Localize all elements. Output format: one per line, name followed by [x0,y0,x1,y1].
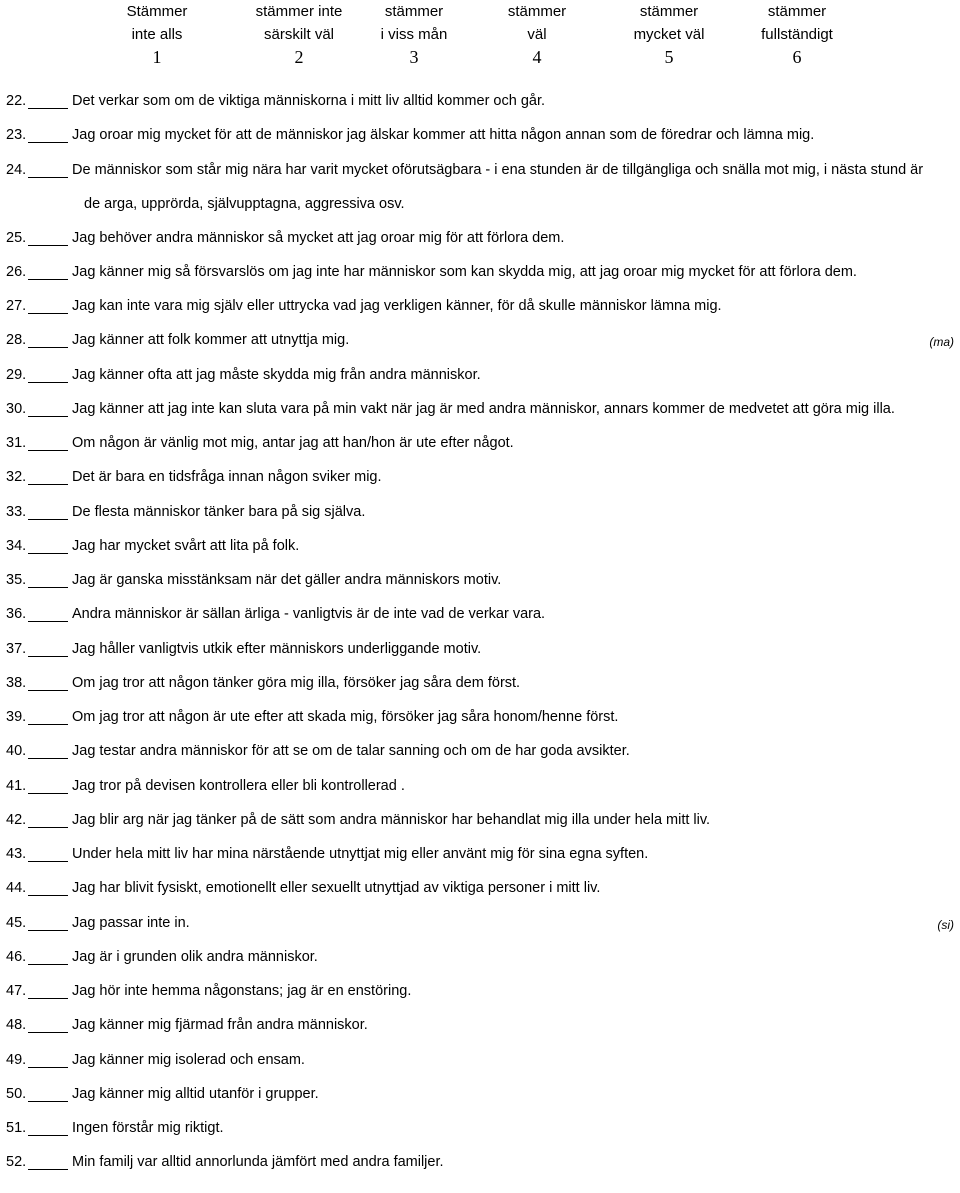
scale-label-line1: stämmer [639,3,699,20]
scale-number: 3 [409,47,419,67]
list-item [6,769,960,803]
scale-label-line2: särskilt väl [263,26,334,43]
item-text: Jag är i grunden olik andra människor. [72,948,318,965]
list-item [6,734,960,768]
rating-scale-header [0,0,960,70]
item-text: Under hela mitt liv har mina närstående utnyttjat mig eller använt mig för sina egna syften. [72,846,649,862]
item-text: Jag har mycket svårt att lita på folk. [72,537,300,554]
item-text: Jag känner mig isolerad och ensam. [72,1051,305,1068]
answer-blank[interactable] [28,690,68,691]
list-item [6,974,960,1008]
scale-label-line1: Stämmer [126,3,188,20]
item-text: Jag hör inte hemma någonstans; jag är en enstöring. [72,983,412,999]
item-text: Jag har blivit fysiskt, emotionellt eller sexuellt utnyttjad av viktiga personer i mitt liv. [72,880,601,897]
list-item [6,460,960,494]
item-number: 42. [6,811,27,828]
item-number: 32. [6,469,27,486]
item-text: Jag känner mig alltid utanför i grupper. [72,1085,319,1102]
item-text: Det verkar som om de viktiga människorna i mitt liv alltid kommer och går. [72,93,546,109]
list-item [6,1008,960,1042]
scale-number: 2 [294,47,304,67]
scale-label-line2: i viss mån [380,26,448,43]
list-item [6,221,960,255]
item-text: Jag är ganska misstänksam när det gäller andra människors motiv. [72,572,502,588]
list-item [6,871,960,905]
answer-blank[interactable] [28,1101,68,1102]
answer-blank[interactable] [28,1067,68,1068]
list-item [6,289,960,323]
item-number: 31. [6,435,27,451]
item-text: Jag känner att jag inte kan sluta vara på min vakt när jag är med andra människor, annars kommer de medvetet att göra mig illa. [72,400,895,417]
answer-blank[interactable] [28,553,68,554]
scale-code: (si) [937,917,954,932]
answer-blank[interactable] [28,964,68,965]
item-text: Om jag tror att någon är ute efter att skada mig, försöker jag såra honom/henne först. [72,709,619,725]
item-number: 52. [6,1154,27,1171]
answer-blank[interactable] [28,382,68,383]
item-number: 27. [6,298,27,314]
answer-blank[interactable] [28,656,68,657]
item-number: 23. [6,127,27,144]
item-number: 25. [6,229,27,246]
item-number: 51. [6,1120,27,1136]
list-item [6,1111,960,1145]
scale-number: 1 [152,47,162,67]
item-text: Det är bara en tidsfråga innan någon sviker mig. [72,469,382,486]
questionnaire-items [6,84,960,1180]
item-text: De flesta människor tänker bara på sig själva. [72,503,366,520]
answer-blank[interactable] [28,827,68,828]
item-text: Ingen förstår mig riktigt. [72,1120,224,1136]
item-number: 30. [6,400,27,417]
item-text-line1: De människor som står mig nära har varit mycket oförutsägbara - i ena stunden är de tillgängliga och snälla mot mig, i nästa stund är [72,161,924,178]
item-text: Jag känner mig så försvarslös om jag inte har människor som kan skydda mig, att jag oroar mig mycket för att förlora dem. [72,263,857,280]
answer-blank[interactable] [28,347,68,348]
item-text: Jag känner mig fjärmad från andra människor. [72,1017,368,1034]
item-text [6,153,960,221]
answer-blank[interactable] [28,724,68,725]
item-text: Min familj var alltid annorlunda jämfört med andra familjer. [72,1154,444,1171]
item-number: 46. [6,948,27,965]
answer-blank[interactable] [28,108,68,109]
item-number: 35. [6,572,27,588]
scale-label-line1: stämmer [507,3,567,20]
item-number: 28. [6,332,27,349]
list-item [6,906,960,940]
list-item [6,666,960,700]
list-item [6,1145,960,1179]
item-text: Jag testar andra människor för att se om de talar sanning och om de har goda avsikter. [72,743,630,760]
item-number: 49. [6,1051,27,1068]
list-item [6,153,960,221]
answer-blank[interactable] [28,930,68,931]
item-text: Jag håller vanligtvis utkik efter människors underliggande motiv. [72,640,482,657]
answer-blank[interactable] [28,245,68,246]
list-item [6,529,960,563]
scale-label-line1: stämmer inte [255,3,343,20]
scale-option-1 [82,0,232,69]
scale-label-line2: inte alls [131,26,183,43]
item-number: 36. [6,606,27,623]
item-number: 47. [6,983,27,999]
item-number: 37. [6,640,27,657]
item-text: Jag tror på devisen kontrollera eller bli kontrollerad . [72,777,405,794]
answer-blank[interactable] [28,416,68,417]
answer-blank[interactable] [28,998,68,999]
item-text: Jag känner att folk kommer att utnyttja mig. [72,332,350,349]
scale-label-line1: stämmer [767,3,827,20]
item-number: 48. [6,1017,27,1034]
scale-number: 4 [532,47,542,67]
answer-blank[interactable] [28,313,68,314]
answer-blank[interactable] [28,758,68,759]
item-text: Jag passar inte in. [72,914,190,931]
answer-blank[interactable] [28,621,68,622]
list-item [6,392,960,426]
item-number: 45. [6,914,27,931]
item-text: Andra människor är sällan ärliga - vanligtvis är de inte vad de verkar vara. [72,606,546,623]
item-number: 39. [6,709,27,725]
list-item [6,563,960,597]
list-item [6,803,960,837]
item-number: 33. [6,503,27,520]
item-text: Om någon är vänlig mot mig, antar jag att han/hon är ute efter något. [72,435,514,451]
item-number: 29. [6,366,27,383]
item-number: 26. [6,263,27,280]
item-text: Jag oroar mig mycket för att de människor jag älskar kommer att hitta någon annan som de föredrar och lämna mig. [72,127,815,144]
list-item [6,323,960,357]
scale-label-line1: stämmer [384,3,444,20]
list-item [6,1077,960,1111]
item-text-line2: de arga, upprörda, självupptagna, aggressiva osv. [84,195,405,212]
list-item [6,118,960,152]
scale-code: (ma) [929,335,954,350]
item-text: Jag kan inte vara mig själv eller uttrycka vad jag verkligen känner, för då skulle människor lämna mig. [72,298,722,314]
item-number: 34. [6,537,27,554]
list-item [6,700,960,734]
scale-number: 6 [792,47,802,67]
item-number: 24. [6,161,27,178]
answer-blank[interactable] [28,142,68,143]
list-item [6,426,960,460]
list-item [6,358,960,392]
list-item [6,940,960,974]
item-text: Jag känner ofta att jag måste skydda mig från andra människor. [72,366,481,383]
item-number: 50. [6,1085,27,1102]
list-item [6,255,960,289]
list-item [6,837,960,871]
item-number: 44. [6,880,27,897]
list-item [6,632,960,666]
list-item [6,597,960,631]
answer-blank[interactable] [28,1032,68,1033]
scale-label-line2: väl [527,26,547,43]
list-item [6,84,960,118]
answer-blank[interactable] [28,1135,68,1136]
item-number: 38. [6,674,27,691]
answer-blank[interactable] [28,519,68,520]
list-item [6,495,960,529]
item-number: 41. [6,777,27,794]
answer-blank[interactable] [28,450,68,451]
item-text: Om jag tror att någon tänker göra mig illa, försöker jag såra dem först. [72,674,521,691]
scale-option-6 [722,0,872,69]
answer-blank[interactable] [28,1169,68,1170]
item-number: 22. [6,93,27,109]
list-item [6,1043,960,1077]
answer-blank[interactable] [28,484,68,485]
scale-label-line2: mycket väl [633,26,705,43]
scale-option-4 [462,0,612,69]
answer-blank[interactable] [28,861,68,862]
item-text: Jag behöver andra människor så mycket att jag oroar mig för att förlora dem. [72,229,565,246]
item-text: Jag blir arg när jag tänker på de sätt som andra människor har behandlat mig illa under hela mitt liv. [72,811,711,828]
answer-blank[interactable] [28,587,68,588]
item-number: 40. [6,743,27,760]
answer-blank[interactable] [28,279,68,280]
answer-blank[interactable] [28,793,68,794]
scale-number: 5 [664,47,674,67]
answer-blank[interactable] [28,895,68,896]
item-number: 43. [6,846,27,862]
scale-label-line2: fullständigt [761,26,833,43]
